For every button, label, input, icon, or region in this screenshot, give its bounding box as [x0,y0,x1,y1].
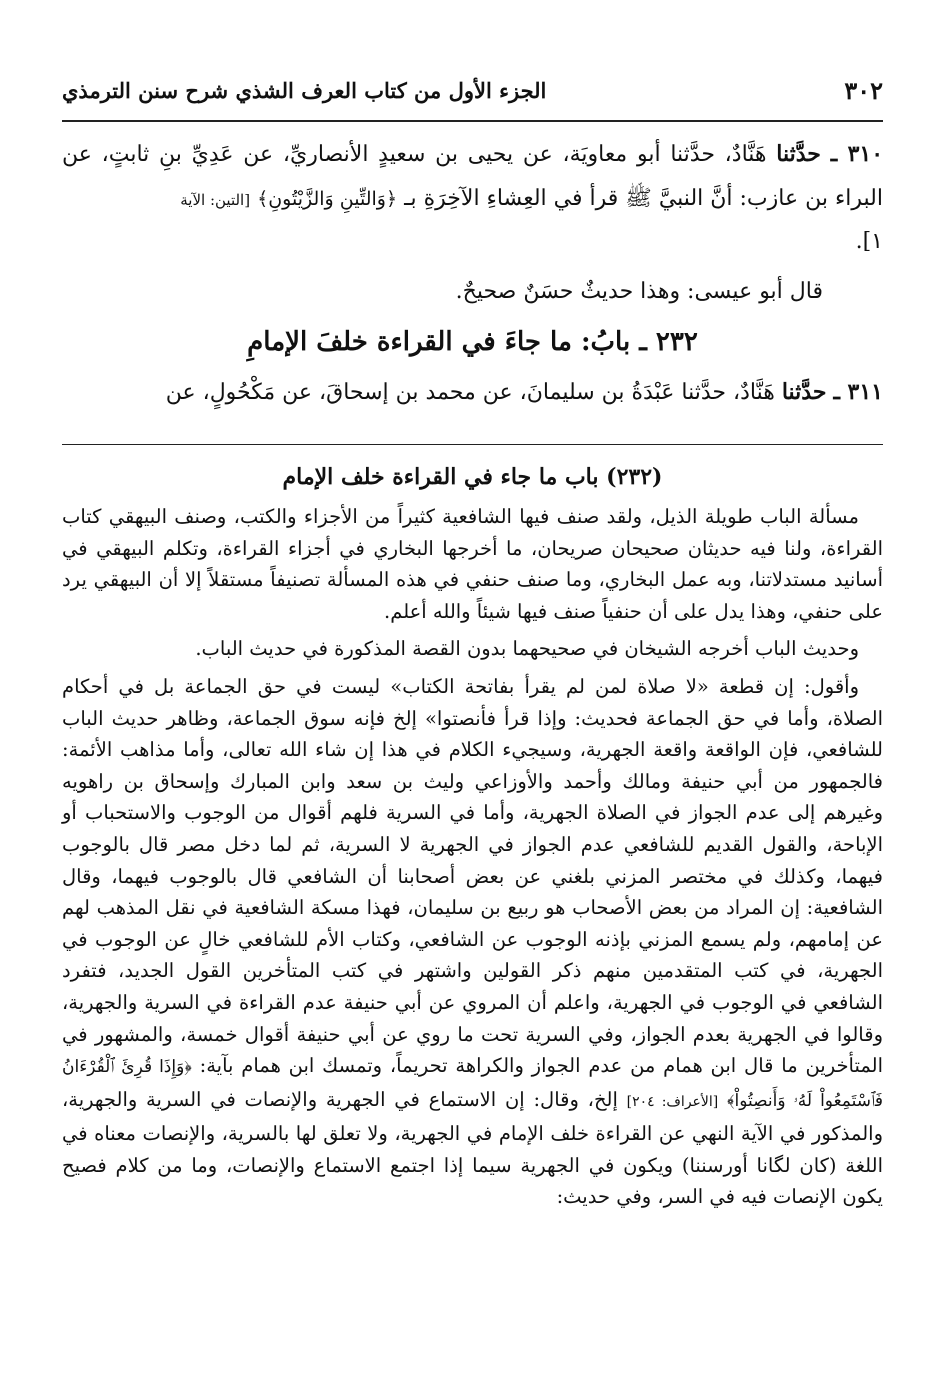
hadith-310-continuation: ١]. [855,229,883,254]
page-number: ٣٠٢ [844,75,883,105]
main-text [62,132,883,415]
running-title: الجزء الأول من كتاب العرف الشذي شرح سنن الترمذي [62,77,547,103]
hadith-311 [62,370,883,415]
header-rule [62,120,883,122]
hadith-text: هَنَّادٌ، حدَّثنا عَبْدَةُ بن سليمانَ، عن محمد بن إسحاقَ، عن مَكْحُولٍ، عن [165,380,775,405]
commentary-divider [62,444,883,445]
commentary-text: إلخ، وقال: إن الاستماع في الجهرية والإنصات في السرية والجهرية، والمذكور في الآية النهي عن القراءة خلف الإمام في الجهرية، ولا تعلق لها بالسرية، والإنصات معناه في اللغة (كان لگانا أورسننا) ويكون في الجهرية سيما إذا اجتمع الاستماع والإنصات، وما من كلام فصيح يكون الإنصات فيه في السر، وفي حديث: [62,1087,883,1209]
commentary-text: وأقول: إن قطعة «لا صلاة لمن لم يقرأ بفاتحة الكتاب» ليست في حق الجماعة بل في أحكام الصلاة، وأما في حق الجماعة فحديث: وإذا قرأ فأنصتوا» إلخ فإنه سوق الجماعة، وظاهر حديث الباب للشافعي، فإن الواقعة واقعة الجهرية، وسيجيء الكلام في هذا إن شاء الله تعالى، وأما مذاهب الأئمة: فالجمهور من أبي حنيفة ومالك وأحمد والأوزاعي وليث بن سعد وابن المبارك وإسحاق بن راهويه وغيرهم إلى عدم الجواز في الصلاة الجهرية، وأما في السرية فلهم أقوال من الوجوب والاستحباب أو الإباحة، والقول القديم للشافعي عدم الجواز في الجهرية لا السرية، ثم لما دخل مصر قال بالوجوب فيهما، وكذلك في مختصر المزني بلغني عن بعض أصحابنا أن الشافعي قال بالوجوب فيهما، وقال الشافعية: إن المراد من بعض الأصحاب هو ربيع بن سليمان، فهذا مسكة الشافعية في نقل المذهب لهم عن إمامهم، ولم يسمع المزني بإذنه الوجوب عن الشافعي، وكتاب الأم للشافعي خالٍ عن الوجوب في الجهرية، في كتب المتقدمين منهم ذكر القولين واشتهر في كتب المتأخرين القول الجديد، فتفرد الشافعي في الوجوب في الجهرية، واعلم أن المروي عن أبي حنيفة عدم القراءة في السرية والجهرية، وقالوا في الجهرية بعدم الجواز، وفي السرية تحت ما روي عن أبي حنيفة أقوال خمسة، والمشهور في المتأخرين ما قال ابن همام من عدم الجواز والكراهة تحريماً، وتمسك ابن همام بآية: [62,674,883,1078]
hadith-text: هَنَّادٌ، حدَّثنا أبو معاويَة، عن يحيى بن سعيدٍ الأنصاريِّ، عن عَدِيِّ بنِ ثابتٍ، عن البراء بن عازب: أنَّ النبيَّ ﷺ قرأ في العِشاءِ الآخِرَةِ بـ [62,142,883,211]
hadith-number: ٣١٠ ـ [830,141,884,167]
chapter-heading: ٢٣٢ ـ بابُ: ما جاءَ في القراءة خلفَ الإمامِ [247,327,698,357]
commentary-paragraph-1: مسألة الباب طويلة الذيل، ولقد صنف فيها الشافعية كثيراً من الأجزاء والكتب، وصنف البيهقي كتاب القراءة، ولنا فيه حديثان صحيحان صريحان، ما أخرجها البخاري في أجزاء القراءة، وتكلم البيهقي في أسانيد مستدلاتنا، وبه عمل البخاري، وما صنف حنفي في هذه المسألة تصنيفاً مستقلاً إلا أن البيهقي يرد على حنفي، وهذا يدل على أن حنفياً صنف فيها شيئاً والله أعلم. [62,505,883,623]
hadith-opening: حدَّثنا [776,141,821,167]
quran-reference: [التين: الآية [180,191,251,209]
quran-quote: ﴿وَإِذَا قُرِئَ ٱلْقُرْءَانُ فَٱسْتَمِعُواْ لَهُۥ وَأَنصِتُواْ﴾ [62,1057,883,1111]
abu-isa-statement: قال أبو عيسى: وهذا حديثٌ حسَنٌ صحيحٌ. [455,279,823,304]
hadith-310 [62,132,883,222]
commentary-title: (٢٣٢) باب ما جاء في القراءة خلف الإمام [282,464,663,490]
quran-quote: ﴿وَالتِّينِ وَالزَّيْتُونِ﴾ [257,188,398,210]
hadith-opening: حدَّثنا [781,379,827,405]
hadith-number: ٣١١ ـ [833,379,883,405]
commentary [62,457,883,1219]
quran-reference: [الأعراف: ٢٠٤] [626,1093,719,1110]
page-header [62,70,883,110]
commentary-paragraph-3 [62,671,883,1213]
commentary-paragraph-2: وحديث الباب أخرجه الشيخان في صحيحهما بدون القصة المذكورة في حديث الباب. [195,637,859,661]
